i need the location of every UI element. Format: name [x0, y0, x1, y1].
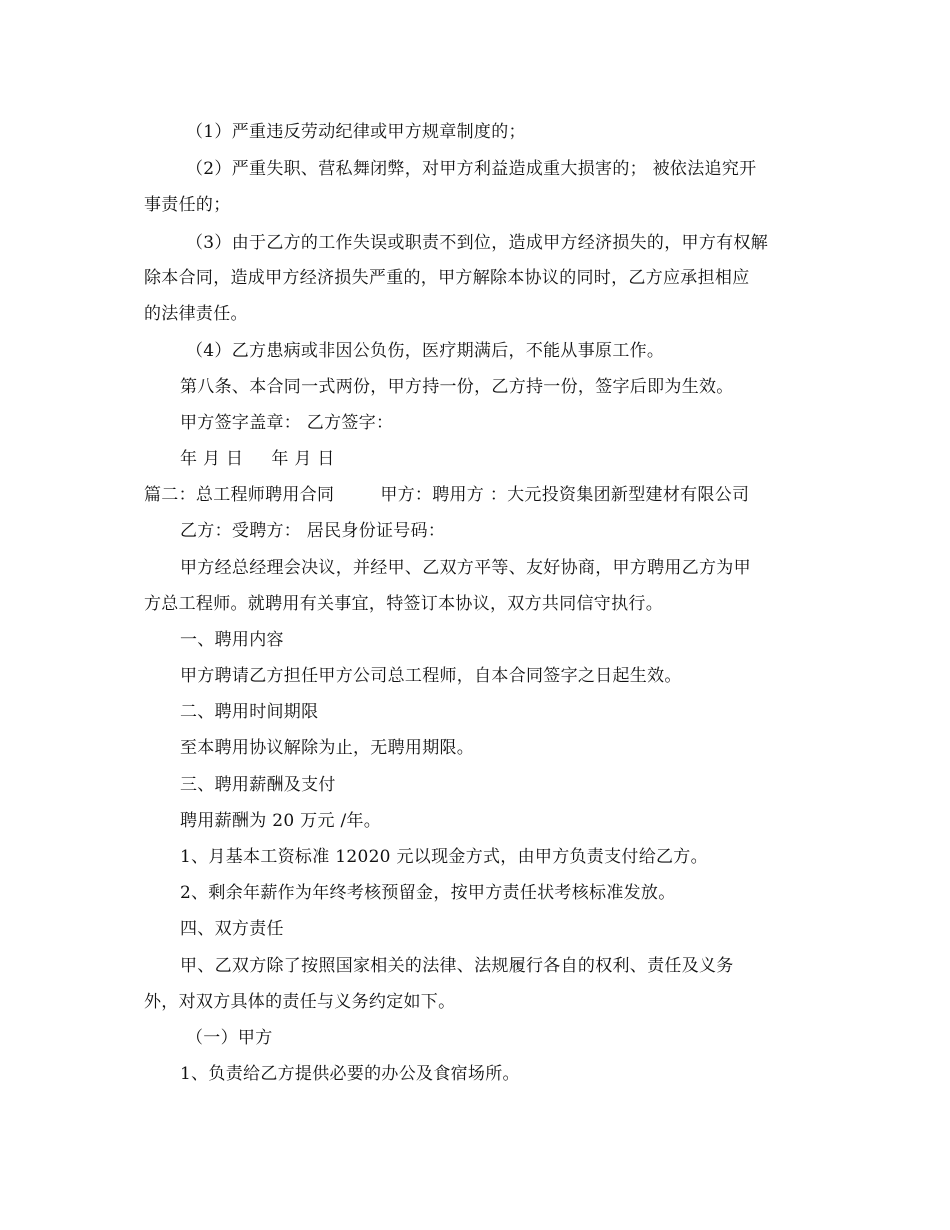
- text-line: 除本合同，造成甲方经济损失严重的，甲方解除本协议的同时，乙方应承担相应: [144, 268, 750, 288]
- text-line: 第八条、本合同一式两份，甲方持一份，乙方持一份，签字后即为生效。: [180, 377, 734, 397]
- text-line: （2）严重失职、营私舞闭弊，对甲方利益造成重大损害的； 被依法追究开: [186, 159, 757, 179]
- text-line: （4）乙方患病或非因公负伤，医疗期满后，不能从事原工作。: [186, 341, 665, 361]
- signature-line: 甲方签字盖章： 乙方签字：: [180, 413, 394, 433]
- date-line: [180, 448, 840, 470]
- text-line: （3）由于乙方的工作失误或职责不到位，造成甲方经济损失的，甲方有权解: [186, 233, 769, 253]
- text-line: 1、负责给乙方提供必要的办公及食宿场所。: [180, 1064, 520, 1084]
- text-line: 事责任的；: [144, 195, 231, 215]
- heading-line: 四、双方责任: [180, 919, 284, 939]
- text-line: 2、剩余年薪作为年终考核预留金，按甲方责任状考核标准发放。: [180, 883, 676, 903]
- party-a-name: 甲方：聘用方 ：大元投资集团新型建材有限公司: [380, 485, 750, 505]
- party-a-date: 年 月 日: [180, 449, 244, 469]
- text-line: 方总工程师。就聘用有关事宜，特签订本协议，双方共同信守执行。: [144, 594, 663, 614]
- heading-line: 一、聘用内容: [180, 630, 284, 650]
- text-line: 甲方聘请乙方担任甲方公司总工程师，自本合同签字之日起生效。: [180, 666, 682, 686]
- heading-line: 三、聘用薪酬及支付: [180, 775, 336, 795]
- text-line: （1）严重违反劳动纪律或甲方规章制度的；: [186, 122, 526, 142]
- text-line: 乙方：受聘方： 居民身份证号码：: [180, 521, 446, 541]
- text-line: 甲、乙双方除了按照国家相关的法律、法规履行各自的权利、责任及义务: [180, 956, 734, 976]
- text-line: 1、月基本工资标准 12020 元以现金方式，由甲方负责支付给乙方。: [180, 847, 708, 867]
- text-line: 至本聘用协议解除为止，无聘用期限。: [180, 738, 475, 758]
- text-line: 的法律责任。: [144, 304, 248, 324]
- party-b-date: 年 月 日: [271, 449, 335, 469]
- text-line: 聘用薪酬为 20 万元 /年。: [180, 811, 382, 831]
- heading-line: 二、聘用时间期限: [180, 702, 319, 722]
- text-line: 外，对双方具体的责任与义务约定如下。: [144, 992, 456, 1012]
- section-title-line: [144, 484, 804, 506]
- text-line: 甲方经总经理会决议，并经甲、乙双方平等、友好协商，甲方聘用乙方为甲: [180, 558, 751, 578]
- subheading-line: （一）甲方: [186, 1028, 273, 1048]
- section-title: 篇二：总工程师聘用合同: [144, 485, 335, 505]
